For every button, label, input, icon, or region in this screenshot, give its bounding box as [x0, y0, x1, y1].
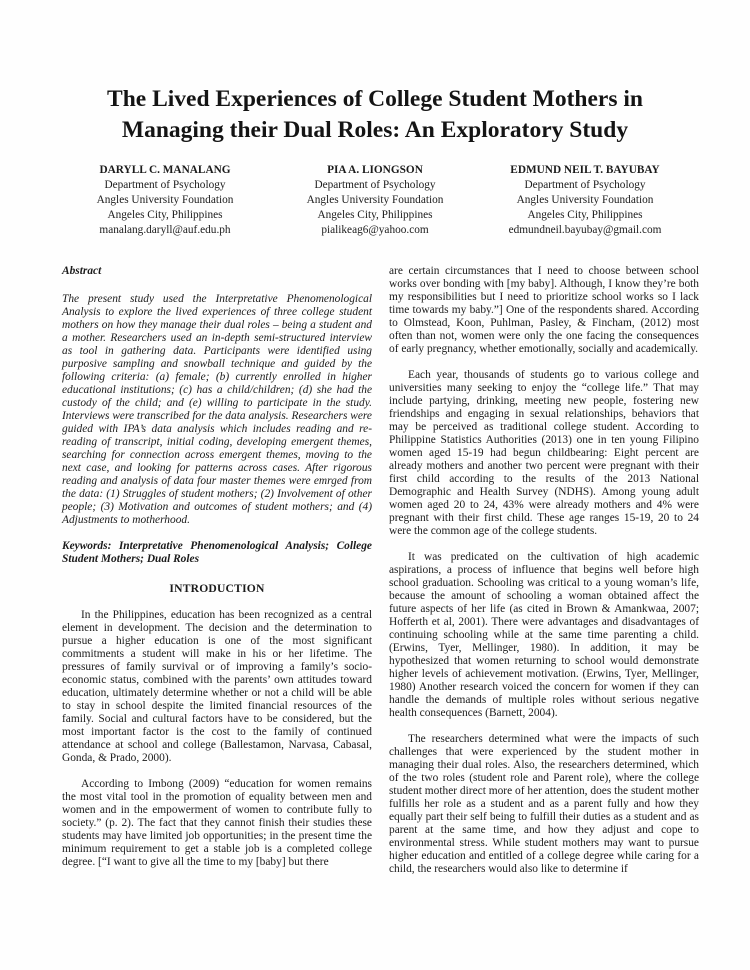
right-paragraph-4: The researchers determined what were the impacts of such challenges that were experienced by the student mother in managing their dual roles. Also, the researchers determined, which of the two roles (student role and Parent role), where the college student mother direct more of her attention, does the student mother fulfills her role as a student and as a parent fully and how they equally part their self being to fulfill their duties as a student and as parent at the same time, and how they adjust and cope to environmental stress. While student mothers may want to pursue higher education and entitled of a college degree while caring for a child, the researchers would also like to determine if: [389, 732, 699, 875]
paper-title-line-1: The Lived Experiences of College Student Mothers in: [107, 86, 643, 112]
abstract-heading: Abstract: [62, 264, 102, 277]
author-department: Department of Psychology: [104, 178, 226, 191]
author-block-2: [285, 163, 465, 238]
authors-row: [0, 163, 750, 238]
keywords-text: Keywords: Interpretative Phenomenological Analysis; College Student Mothers; Dual Roles: [62, 539, 372, 565]
author-name: DARYLL C. MANALANG: [99, 164, 231, 176]
paper-title-line-2: Managing their Dual Roles: An Exploratory Study: [121, 117, 629, 143]
introduction-paragraph-1: In the Philippines, education has been recognized as a central element in development. The decision and the determination to pursue a higher education is one of the most significant commitments a student will make in his or her lifetime. The pressures of family survival or of improving a family’s socio-economic status, combined with the parents’ own attitudes toward education, ultimately determine whether or not a child will be able to stay in school despite the limited financial resources of the family. Social and cultural factors have to be considered, but the most important factor is the cost to the family of continued attendance at school and college (Ballestamon, Narvasa, Cabasal, Gonda, & Prado, 2000).: [62, 608, 372, 764]
author-location: Angeles City, Philippines: [107, 208, 223, 221]
introduction-heading: INTRODUCTION: [169, 581, 265, 595]
author-block-3: [495, 163, 675, 238]
author-affiliation: Angles University Foundation: [306, 193, 444, 206]
left-column: [62, 265, 372, 889]
author-name: PIA A. LIONGSON: [327, 164, 423, 176]
right-paragraph-1: are certain circumstances that I need to choose between school works over bonding with [my baby]. Although, I know they’re both my responsibilities but I need to prioritize school works so I lack time towards my baby.”] One of the respondents shared. According to Olmstead, Koon, Puhlman, Pasley, & Fincham, (2012) most often than not, women were only the one facing the consequences of early pregnancy, whether emotionally, socially and academically.: [389, 264, 699, 355]
author-affiliation: Angles University Foundation: [516, 193, 654, 206]
right-paragraph-2: Each year, thousands of students go to various college and universities many seeking to enjoy the “college life.” That may include partying, drinking, meeting new people, fostering new friendships and engaging in sexual relationships, behaviors that may be perceived as traditional college student. According to Philippine Statistics Authorities (2013) one in ten young Filipino women aged 15-19 had begun childbearing: Eight percent are already mothers and another two percent were pregnant with their first child according to the results of the 2013 National Demographic and Health Survey (NDHS). Among young adult women aged 20 to 24, 43% were already mothers and 4% were pregnant with their first child. These age ranges 15-19, 20 to 24 were the common age of the college students.: [389, 368, 699, 537]
author-block-1: [75, 163, 255, 238]
body-columns: [62, 265, 699, 889]
introduction-paragraph-2: According to Imbong (2009) “education for women remains the most vital tool in the promotion of equality between men and women and in the empowerment of women to contribute fully to society.” (p. 2). The fact that they cannot finish their studies these students may have limited job opportunities; in the present time the minimum requirement to get a stable job is a completed college degree. [“I want to give all the time to my [baby] but there: [62, 777, 372, 868]
paper-title: [55, 84, 695, 146]
author-email: manalang.daryll@auf.edu.ph: [99, 223, 231, 236]
abstract-text: The present study used the Interpretative Phenomenological Analysis to explore the lived experiences of three college student mothers on how they manage their dual roles – being a student and a mother. Researchers used an in-depth semi-structured interview as tool in gathering data. Participants were identified using purposive sampling and snowball technique and guided by the following criteria: (a) female; (b) currently enrolled in higher educational institutions; (c) has a child/children; (d) she had the custody of the child; and (e) willing to participate in the study. Interviews were transcribed for the data analysis. Researchers were guided with IPA’s data analysis which includes reading and re-reading of transcript, initial coding, developing emergent themes, searching for connection across emergent themes, moving to the next case, and looking for patterns across cases. After rigorous reading and analysis of data four master themes were emrged from the data: (1) Struggles of student mothers; (2) Involvement of other people; (3) Motivation and outcomes of student mothers; and (4) Adjustments to motherhood.: [62, 292, 372, 526]
right-column: [389, 265, 699, 889]
author-email: edmundneil.bayubay@gmail.com: [508, 223, 662, 236]
author-email: pialikeag6@yahoo.com: [321, 223, 429, 236]
right-paragraph-3: It was predicated on the cultivation of high academic aspirations, a process of influence that begins well before high school graduation. Schooling was critical to a young woman’s life, because the amount of schooling a woman obtained affect the future aspects of her life (as cited in Brown & Amankwaa, 2007; Hofferth et al, 2001). There were advantages and disadvantages of continuing schooling while at the same time parenting a child. (Erwins, Tyer, Mellinger, 1980). In addition, it may be hypothesized that women returning to school would demonstrate higher levels of achievement motivation. (Erwins, Tyer, Mellinger, 1980) Another research voiced the concern for women if they can handle the demands of multiple roles without serious negative health consequences (Barnett, 2004).: [389, 550, 699, 719]
author-location: Angeles City, Philippines: [527, 208, 643, 221]
author-department: Department of Psychology: [524, 178, 646, 191]
author-department: Department of Psychology: [314, 178, 436, 191]
author-affiliation: Angles University Foundation: [96, 193, 234, 206]
author-location: Angeles City, Philippines: [317, 208, 433, 221]
author-name: EDMUND NEIL T. BAYUBAY: [510, 164, 660, 176]
